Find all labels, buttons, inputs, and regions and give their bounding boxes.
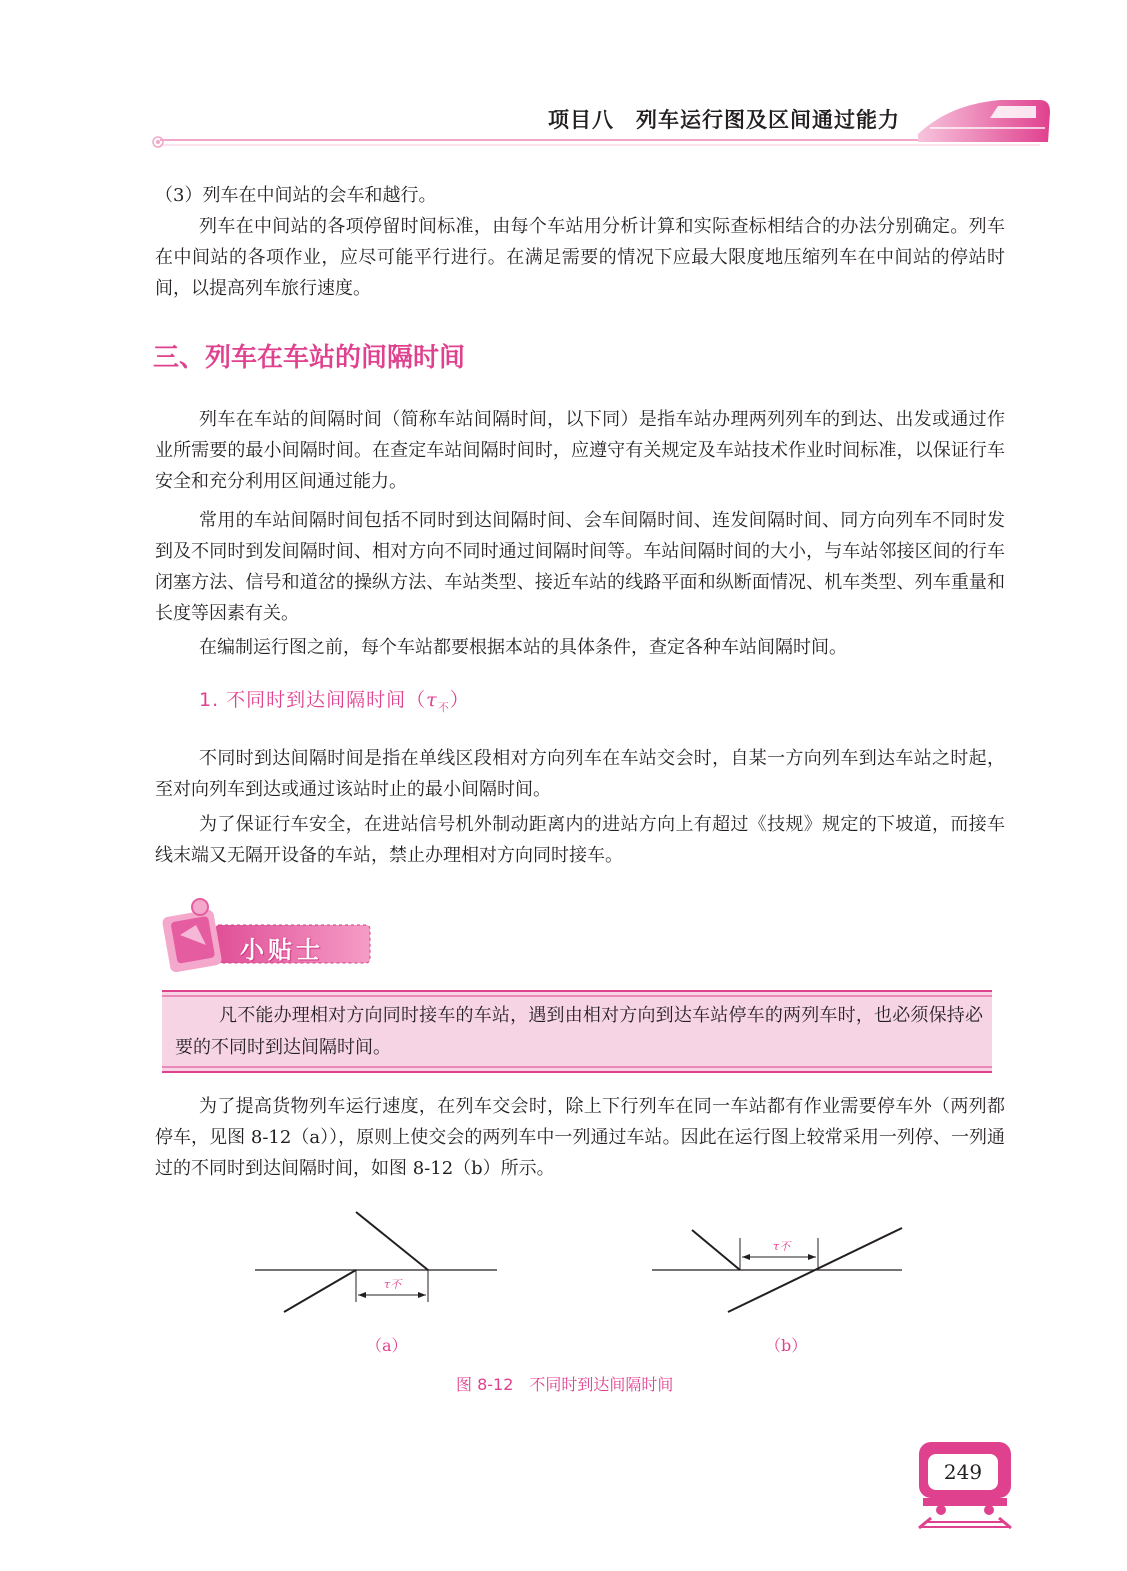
sub-heading-text: 1. 不同时到达间隔时间（ xyxy=(199,689,427,711)
tip-label: 小贴士 xyxy=(240,936,324,964)
figure-label-a: （a） xyxy=(366,1336,408,1355)
page-number: 249 xyxy=(928,1454,998,1490)
tau-label-b: τ不 xyxy=(773,1240,791,1253)
tip-text: 凡不能办理相对方向同时接车的车站，遇到由相对方向到达车站停车的两列车时，也必须保持必要的不同时到达间隔时间。 xyxy=(175,1005,983,1058)
tau-subscript: 不 xyxy=(437,700,450,714)
paragraph-list-item-3: （3）列车在中间站的会车和越行。 xyxy=(155,185,437,206)
paragraph-non-simultaneous-def: 不同时到达间隔时间是指在单线区段相对方向列车在车站交会时，自某一方向列车到达车站之时起，至对向列车到达或通过该站时止的最小间隔时间。 xyxy=(155,748,1005,800)
paragraph-stop-time: 列车在中间站的各项停留时间标准，由每个车站用分析计算和实际查标相结合的办法分别确定。列车在中间站的各项作业，应尽可能平行进行。在满足需要的情况下应最大限度地压缩列车在中间站的停站时间，以提高列车旅行速度。 xyxy=(155,216,1005,299)
paragraph-common-intervals: 常用的车站间隔时间包括不同时到达间隔时间、会车间隔时间、连发间隔时间、同方向列车不同时发到及不同时到发间隔时间、相对方向不同时通过间隔时间等。车站间隔时间的大小，与车站邻接区间的行车闭塞方法、信号和道岔的操纵方法、车站类型、接近车站的线路平面和纵断面情况、机车类型、列车重量和长度等因素有关。 xyxy=(155,510,1005,624)
paragraph-safety: 为了保证行车安全，在进站信号机外制动距离内的进站方向上有超过《技规》规定的下坡道，而接车线末端又无隔开设备的车站，禁止办理相对方向同时接车。 xyxy=(155,814,1005,866)
tau-symbol: τ xyxy=(426,689,438,711)
figure-label-b: （b） xyxy=(765,1336,808,1355)
figure-caption: 图 8-12 不同时到达间隔时间 xyxy=(456,1375,674,1394)
tau-label-a: τ不 xyxy=(384,1278,402,1291)
diagram-a xyxy=(255,1212,497,1312)
diagram-b xyxy=(652,1228,902,1312)
section-heading: 三、列车在车站的间隔时间 xyxy=(153,343,466,373)
paragraph-definition: 列车在车站的间隔时间（简称车站间隔时间，以下同）是指车站办理两列列车的到达、出发或通过作业所需要的最小间隔时间。在查定车站间隔时间时，应遵守有关规定及车站技术作业时间标准，以保证行车安全和充分利用区间通过能力。 xyxy=(155,409,1005,492)
sub-heading-close: ） xyxy=(449,689,470,711)
paragraph-freight-speed: 为了提高货物列车运行速度，在列车交会时，除上下行列车在同一车站都有作业需要停车外（两列都停车，见图 8-12（a）），原则上使交会的两列车中一列通过车站。因此在运行图上较常采用一列停、一列通过的不同时到达间隔时间，如图 8-12（b）所示。 xyxy=(155,1096,1005,1179)
paragraph-before-compiling: 在编制运行图之前，每个车站都要根据本站的具体条件，查定各种车站间隔时间。 xyxy=(199,637,847,658)
chapter-header-title: 项目八 列车运行图及区间通过能力 xyxy=(548,108,900,132)
